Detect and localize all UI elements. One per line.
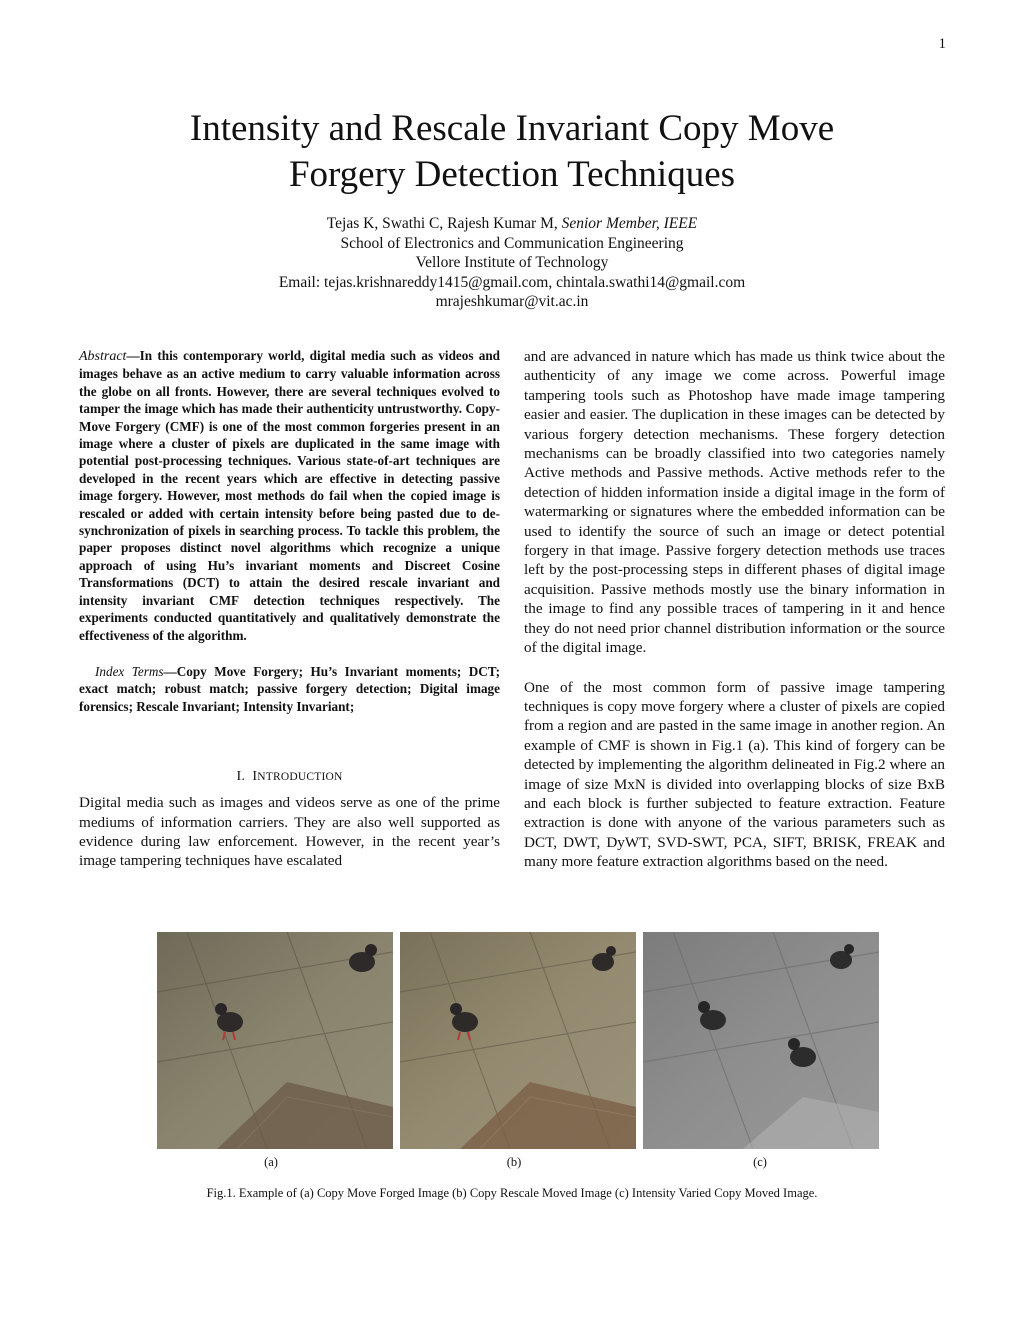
index-terms	[79, 663, 500, 715]
author-school: School of Electronics and Communication Engineering	[340, 234, 684, 252]
intro-paragraph-left: Digital media such as images and videos serve as one of the prime mediums of information carriers. They are also well supported as evidence during law enforcement. However, in the recent year’s image tampering techniques have escalated	[79, 794, 500, 870]
intro-paragraph-right-2: One of the most common form of passive image tampering techniques is copy move forgery where a cluster of pixels are copied from a region and are pasted in the same image in another region. An example of CMF is shown in Fig.1 (a). This kind of forgery can be detected by implementing the algorithm delineated in Fig.2 where an image of size MxN is divided into overlapping blocks of size BxB and each block is further subjected to feature extraction. Feature extraction is done with anyone of the various parameters such as DCT, DWT, DyWT, SVD-SWT, PCA, SIFT, BRISK, FREAK and many more feature extraction algorithms based on the need.	[524, 678, 945, 871]
author-institute: Vellore Institute of Technology	[415, 254, 609, 271]
author-email-2: mrajeshkumar@vit.ac.in	[435, 293, 589, 310]
author-block	[0, 214, 1024, 312]
left-column	[79, 347, 500, 871]
paper-title	[0, 106, 1024, 198]
abstract	[79, 347, 500, 644]
index-terms-lead: Index Terms	[95, 663, 164, 679]
section-rest: NTRODUCTION	[257, 771, 343, 784]
author-email-1: Email: tejas.krishnareddy1415@gmail.com, chintala.swathi14@gmail.com	[278, 273, 746, 291]
section-heading-introduction	[79, 769, 500, 785]
title-line-2: Forgery Detection Techniques	[288, 154, 736, 195]
abstract-lead: Abstract	[79, 349, 127, 364]
title-line-1: Intensity and Rescale Invariant Copy Move	[189, 108, 835, 149]
figure-label-a: (a)	[264, 1155, 278, 1169]
figure-caption: Fig.1. Example of (a) Copy Move Forged Image (b) Copy Rescale Moved Image (c) Intensity Varied Copy Moved Image.	[206, 1186, 818, 1200]
index-terms-text: —Copy Move Forgery; Hu’s Invariant moments; DCT; exact match; robust match; passive forgery detection; Digital image forensics; Rescale Invariant; Intensity Invariant;	[79, 663, 500, 714]
section-numeral: I.	[236, 769, 246, 785]
figure-label-c: (c)	[753, 1155, 767, 1169]
right-column	[524, 347, 945, 872]
section-first-letter: I	[252, 769, 258, 785]
abstract-text: —In this contemporary world, digital media such as videos and images behave as an active medium to carry valuable information across the globe on all fronts. However, there are several techniques evolved to tamper the image which has made their authenticity untrustworthy. Copy-Move Forgery (CMF) is one of the most common forgeries present in an image where a cluster of pixels are duplicated in the same image with potential post-processing techniques. Various state-of-art techniques are developed in the recent years which are effective in detecting passive image forgery. However, most methods do fail when the copied image is rescaled or added with certain intensity before being pasted due to de-synchronization of pixels in searching process. To tackle this problem, the paper proposes distinct novel algorithms which recognize a unique approach of using Hu’s invariant moments and Discreet Cosine Transformations (DCT) to attain the desired rescale invariant and intensity invariant CMF detection techniques respectively. The experiments conducted quantitatively and qualitatively demonstrate the effectiveness of the algorithm.	[79, 348, 500, 643]
page-number: 1	[938, 36, 946, 52]
author-names-line	[0, 214, 1024, 234]
figure-label-b: (b)	[506, 1155, 522, 1169]
figure-1	[157, 932, 879, 1150]
author-membership: Senior Member, IEEE	[561, 215, 698, 232]
intro-paragraph-right-1: and are advanced in nature which has made us think twice about the authenticity of any image we come across. Powerful image tampering tools such as Photoshop have made image tampering easier and easier. The duplication in these images can be detected by various forgery detection mechanisms. These forgery detection mechanisms can be broadly classified into two categories namely Active methods and Passive methods. Active methods refer to the detection of hidden information inside a digital image in the form of watermarking or signatures where the embedded information can be used to identify the source of such an image or detect potential forgery in that image. Passive forgery detection methods use traces left by the post-processing steps in different phases of digital image acquisition. Passive methods mostly use the binary information in the image to find any possible traces of tampering in it and hence they do not need prior channel distribution information or the source of the digital image.	[524, 348, 945, 657]
figure-image-b	[400, 932, 636, 1149]
author-names: Tejas K, Swathi C, Rajesh Kumar M,	[326, 215, 558, 232]
figure-image-a	[157, 932, 393, 1149]
figure-image-c	[643, 932, 879, 1149]
